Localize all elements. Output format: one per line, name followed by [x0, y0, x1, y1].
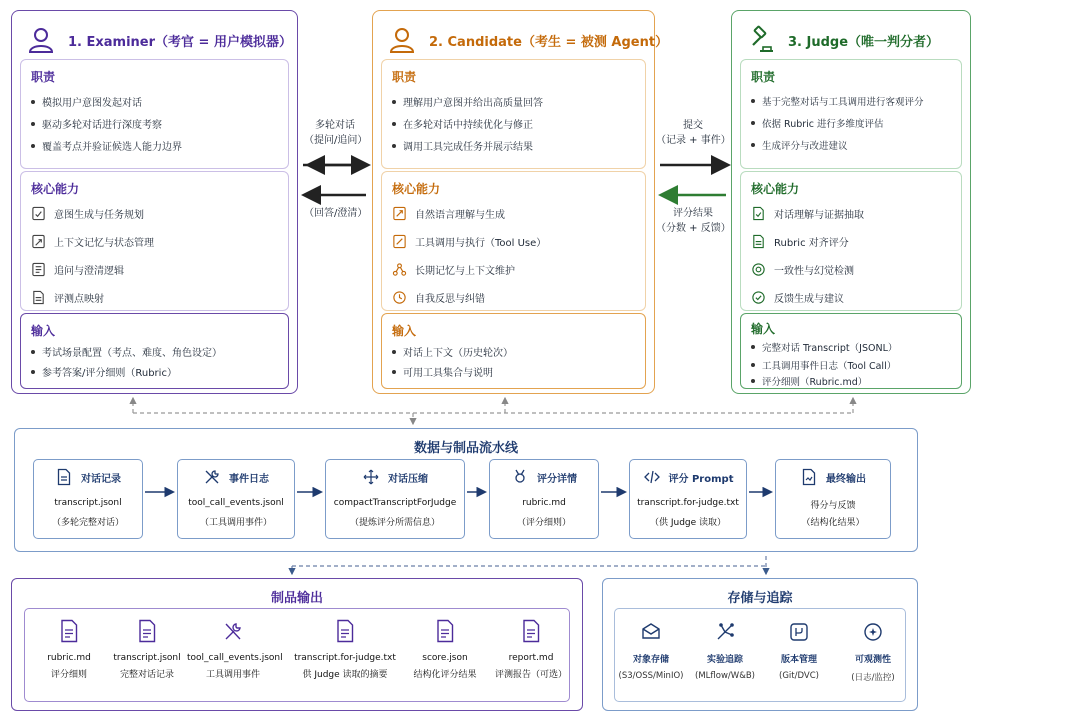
- examiner-cap-item: 评测点映射: [31, 290, 104, 305]
- examiner-cap-header: 核心能力: [31, 182, 80, 196]
- artifact-item: tool_call_events.jsonl 工具调用事件: [187, 619, 279, 680]
- candidate-duty-item: 调用工具完成任务并展示结果: [392, 138, 533, 153]
- pipeline-step-prompt: 评分 Prompt transcript.for-judge.txt （供 Judge 读取）: [629, 459, 747, 539]
- examiner-input-header: 输入: [31, 324, 56, 338]
- file-icon: [520, 619, 542, 643]
- candidate-title: 2. Candidate（考生 = 被测 Agent）: [429, 34, 669, 50]
- judge-duty-header: 职责: [751, 70, 776, 84]
- candidate-duty-item: 在多轮对话中持续优化与修正: [392, 116, 533, 131]
- candidate-cap-header: 核心能力: [392, 182, 441, 196]
- pipeline-step-rubric: 评分详情 rubric.md （评分细则）: [489, 459, 599, 539]
- examiner-title: 1. Examiner（考官 = 用户模拟器）: [68, 34, 292, 50]
- judge-cap-header: 核心能力: [751, 182, 800, 196]
- artifact-item: transcript.for-judge.txt 供 Judge 读取的摘要: [289, 619, 401, 680]
- examiner-cap-item: 上下文记忆与状态管理: [31, 234, 154, 249]
- pipeline-step-transcript: 对话记录 transcript.jsonl （多轮完整对话）: [33, 459, 143, 539]
- judge-cap-item: 一致性与幻觉检测: [751, 262, 854, 277]
- candidate-input-item: 对话上下文（历史轮次）: [392, 344, 513, 359]
- judge-duty-item: 基于完整对话与工具调用进行客观评分: [751, 94, 924, 108]
- products-list: [24, 608, 570, 702]
- data-pipeline: [14, 428, 918, 552]
- candidate-duty-item: 理解用户意图并给出高质量回答: [392, 94, 543, 109]
- examiner-input-item: 考试场景配置（考点、难度、角色设定）: [31, 344, 222, 359]
- judge-duty-item: 依据 Rubric 进行多维度评估: [751, 116, 884, 130]
- storage-item: 实验追踪 (MLflow/W&B): [689, 621, 761, 681]
- candidate-input-item: 可用工具集合与说明: [392, 364, 493, 379]
- judge-duty-item: 生成评分与改进建议: [751, 138, 848, 152]
- submit-label: 提交 （记录 + 事件）: [656, 120, 731, 146]
- storage-section: [602, 578, 918, 711]
- artifact-item: rubric.md 评分细则: [23, 619, 115, 680]
- judge-input-item: 完整对话 Transcript（JSONL）: [751, 340, 897, 354]
- candidate-cap-item: 自我反思与纠错: [392, 290, 485, 305]
- examiner-cap-item: 追问与澄清逻辑: [31, 262, 124, 277]
- file-icon: [58, 619, 80, 643]
- examiner-duty-header: 职责: [31, 70, 56, 84]
- reply-label: （回答/澄清）: [304, 208, 368, 219]
- storage-title: 存储与追踪: [727, 591, 793, 606]
- file-icon: [334, 619, 356, 643]
- judge-cap-item: 反馈生成与建议: [751, 290, 844, 305]
- judge-input-item: 评分细则（Rubric.md）: [751, 374, 867, 388]
- result-label: 评分结果 （分数 + 反馈）: [656, 208, 731, 234]
- candidate-duty-header: 职责: [392, 70, 417, 84]
- examiner-duty-item: 驱动多轮对话进行深度考察: [31, 116, 162, 131]
- examiner-duty-item: 模拟用户意图发起对话: [31, 94, 142, 109]
- storage-item: 对象存储 (S3/OSS/MinIO): [615, 621, 687, 681]
- tools-icon: [222, 619, 244, 643]
- experiment-icon: [714, 621, 736, 643]
- storage-list: [614, 608, 906, 702]
- storage-item: 版本管理 (Git/DVC): [763, 621, 835, 681]
- judge-cap-item: Rubric 对齐评分: [751, 234, 849, 249]
- storage-icon: [640, 621, 662, 643]
- pipeline-title: 数据与制品流水线: [413, 441, 518, 456]
- pipeline-arrows: [15, 429, 919, 553]
- products-section: [11, 578, 583, 711]
- pipeline-step-events: 事件日志 tool_call_events.jsonl （工具调用事件）: [177, 459, 295, 539]
- candidate-input-header: 输入: [392, 324, 417, 338]
- judge-title: 3. Judge（唯一判分者）: [788, 34, 940, 50]
- file-icon: [434, 619, 456, 643]
- examiner-duty-item: 覆盖考点并验证候选人能力边界: [31, 138, 182, 153]
- pipeline-step-compact: 对话压缩 compactTranscriptForJudge （提炼评分所需信息）: [325, 459, 465, 539]
- examiner-cap-item: 意图生成与任务规划: [31, 206, 144, 221]
- judge-cap-item: 对话理解与证据抽取: [751, 206, 864, 221]
- candidate-cap-item: 长期记忆与上下文维护: [392, 262, 515, 277]
- pipeline-step-output: 最终输出 得分与反馈 （结构化结果）: [775, 459, 891, 539]
- artifact-item: report.md 评测报告（可选）: [485, 619, 577, 680]
- candidate-cap-item: 自然语言理解与生成: [392, 206, 505, 221]
- artifact-item: transcript.jsonl 完整对话记录: [101, 619, 193, 680]
- observability-icon: [862, 621, 884, 643]
- examiner-input-item: 参考答案/评分细则（Rubric）: [31, 364, 177, 379]
- multi-turn-label: 多轮对话 （提问/追问）: [304, 120, 368, 146]
- storage-item: 可观测性 (日志/监控): [837, 621, 909, 683]
- candidate-cap-item: 工具调用与执行（Tool Use）: [392, 234, 546, 249]
- file-icon: [136, 619, 158, 643]
- version-icon: [788, 621, 810, 643]
- judge-input-item: 工具调用事件日志（Tool Call）: [751, 358, 896, 372]
- judge-input-header: 输入: [751, 322, 776, 336]
- artifact-item: score.json 结构化评分结果: [399, 619, 491, 680]
- products-title: 制品输出: [270, 591, 323, 606]
